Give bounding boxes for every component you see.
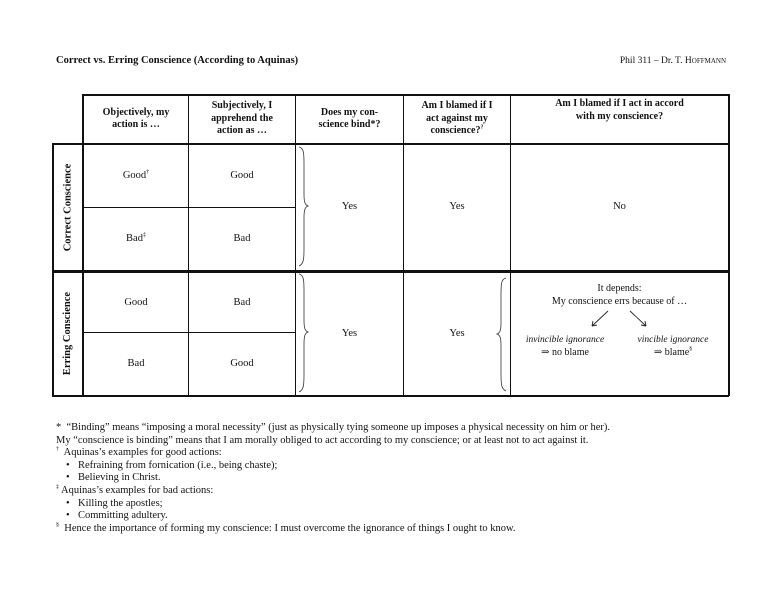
page-title: Correct vs. Erring Conscience (According to Aquinas) [56, 55, 299, 66]
footnote-double-dagger: ‡ Aquinas’s examples for bad actions: [56, 484, 214, 496]
brace-accord [494, 275, 510, 395]
course-info [620, 56, 726, 66]
footnotes [56, 422, 610, 535]
no-blame: ⇒ no blame [541, 347, 589, 359]
col-header-blamed-accord: Am I blamed if I act in accord with my conscience? [555, 98, 684, 122]
correct-row1-subjective: Good [230, 169, 254, 181]
correct-row2-subjective: Bad [233, 233, 251, 245]
erring-row1-objective: Good [124, 296, 148, 308]
erring-row2-objective: Bad [127, 358, 145, 370]
col-header-subjective: Subjectively, I apprehend the action as … [211, 100, 273, 137]
col-header-binds: Does my con- science bind*? [318, 106, 381, 130]
against-mark: ? [480, 124, 484, 131]
correct-binds: Yes [341, 201, 358, 213]
footnote-section: § Hence the importance of forming my conscience: I must overcome the ignorance of things I ought to know. [56, 522, 516, 534]
correct-blamed-against: Yes [449, 201, 465, 213]
footnote-dagger: † Aquinas’s examples for good actions: [56, 446, 222, 459]
row-label-correct-conscience: Correct Conscience [62, 163, 74, 251]
col-header-blamed-against: Am I blamed if I act against my conscience?? [421, 100, 493, 137]
footnote-star-continued: My “conscience is binding” means that I am morally obliged to act according to my conscience; or at least not to act against it. [56, 434, 589, 446]
instructor-surname: Hoffmann [684, 56, 726, 66]
row-label-erring-conscience: Erring Conscience [62, 291, 73, 376]
bad-example-item: • Committing adultery. [56, 510, 610, 523]
course-label: Phil 311 – Dr. T. [619, 56, 683, 66]
erring-blamed-against: Yes [449, 328, 465, 340]
bad-example-item: • Killing the apostles; [56, 498, 610, 511]
invincible-ignorance: invincible ignorance [525, 334, 605, 345]
blame: ⇒ blame§ [653, 346, 693, 359]
erring-row1-subjective: Bad [233, 296, 251, 308]
good-example-item: • Refraining from fornication (i.e., being chaste); [56, 460, 610, 473]
erring-accord-line2: My conscience errs because of … [551, 296, 688, 308]
branch-arrows [580, 309, 660, 331]
erring-row2-subjective: Good [230, 358, 254, 370]
erring-binds: Yes [341, 328, 358, 340]
vincible-ignorance: vincible ignorance [637, 334, 709, 345]
erring-accord-line1: It depends: [597, 283, 642, 295]
correct-row2-objective: Bad‡ [126, 232, 146, 245]
good-example-item: • Believing in Christ. [56, 472, 610, 485]
col-header-objective: Objectively, my action is … [102, 106, 170, 130]
correct-blamed-accord: No [613, 201, 626, 213]
footnote-star: * “Binding” means “imposing a moral necessity” (just as physically tying someone up imposes a physical necessity on him or her). [56, 422, 611, 433]
correct-row1-objective: Good† [122, 169, 150, 181]
